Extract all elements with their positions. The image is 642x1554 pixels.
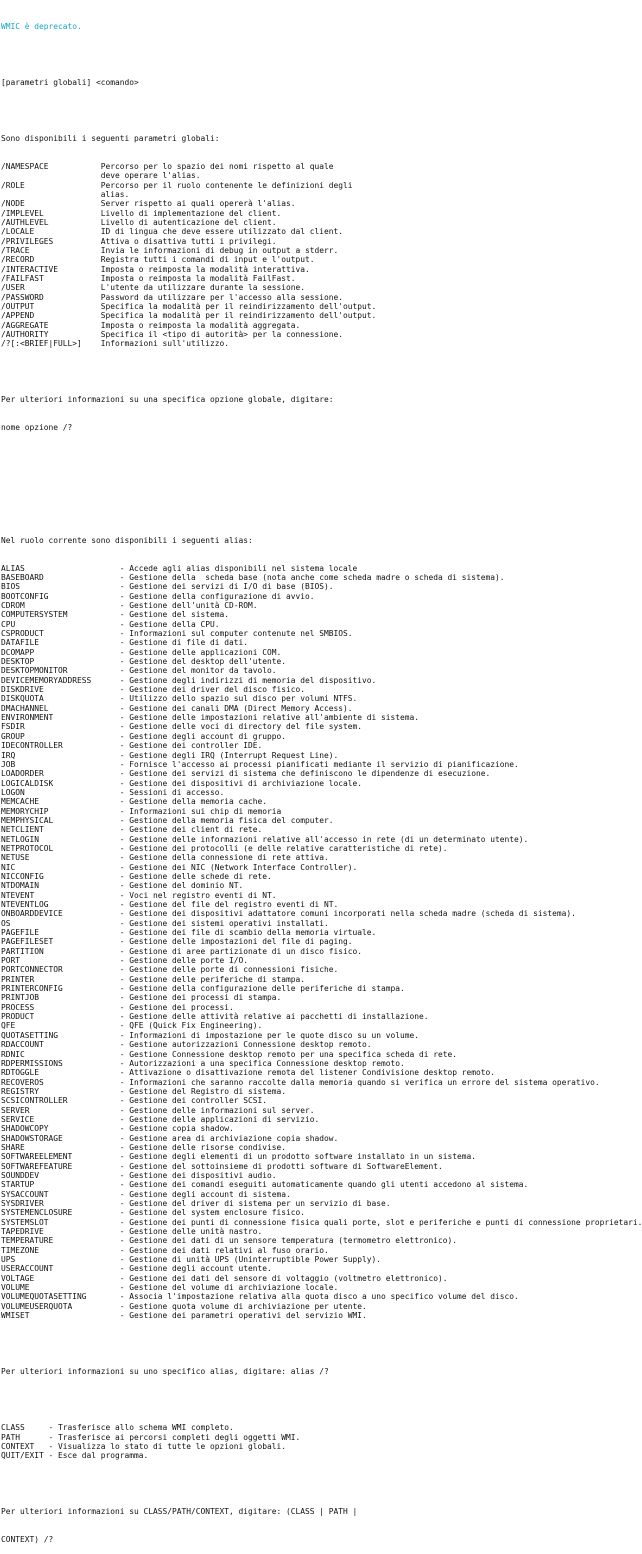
- blank-line: [1, 367, 637, 376]
- global-param-line: /OUTPUT Specifica la modalità per il reindirizzamento dell'output.: [1, 302, 377, 311]
- global-param-line: /NAMESPACE Percorso per lo spazio dei nomi rispetto al quale: [1, 161, 334, 171]
- global-param-line: /NODE Server rispetto ai quali opererà l'alias.: [1, 199, 296, 209]
- alias-line: SYSDRIVER - Gestione del driver di sistema per un servizio di base.: [1, 1199, 391, 1208]
- blank-line: [1, 452, 637, 461]
- alias-line: JOB - Fornisce l'accesso ai processi pianificati mediante il servizio di pianificazione.: [1, 759, 519, 769]
- alias-line: TEMPERATURE - Gestione dei dati di un sensore temperatura (termometro elettronico).: [1, 1236, 458, 1246]
- alias-line: DISKDRIVE - Gestione dei driver del disco fisico.: [1, 685, 306, 695]
- global-param-line: deve operare l'alias.: [1, 171, 201, 181]
- alias-line: CPU - Gestione della CPU.: [1, 619, 220, 629]
- alias-line: ONBOARDDEVICE - Gestione dei dispositivi adattatore comuni incorporati nella scheda madre (scheda di sistema).: [1, 909, 576, 919]
- command-line: CONTEXT - Visualizza lo stato di tutte le opzioni globali.: [1, 1441, 287, 1451]
- alias-line: PAGEFILESET - Gestione delle impostazioni del file di paging.: [1, 937, 353, 947]
- blank-line: [1, 1339, 637, 1348]
- alias-line: PORTCONNECTOR - Gestione delle porte di connessioni fisiche.: [1, 965, 339, 975]
- global-param-line: /RECORD Registra tutti i comandi di input e l'output.: [1, 255, 315, 265]
- alias-line: NETLOGIN - Gestione delle informazioni relative all'accesso in rete (di un determinato utente).: [1, 834, 529, 844]
- alias-line: SCSICONTROLLER - Gestione dei controller SCSI.: [1, 1096, 268, 1106]
- alias-line: LOADORDER - Gestione dei servizi di sistema che definiscono le dipendenze di esecuzione.: [1, 769, 491, 779]
- alias-line: RECOVEROS - Informazioni che saranno raccolte dalla memoria quando si verifica un errore del sistema operativo.: [1, 1077, 600, 1087]
- alias-line: DESKTOP - Gestione del desktop dell'utente.: [1, 657, 287, 667]
- global-param-line: /LOCALE ID di lingua che deve essere utilizzato dal client.: [1, 227, 344, 237]
- command-help-line: Per ulteriori informazioni su CLASS/PATH/CONTEXT, digitare: (CLASS | PATH |: [1, 1507, 358, 1517]
- global-param-line: /USER L'utente da utilizzare durante la sessione.: [1, 283, 306, 293]
- alias-line: NIC - Gestione dei NIC (Network Interface Controller).: [1, 862, 358, 872]
- alias-line: STARTUP - Gestione dei comandi eseguiti automaticamente quando gli utenti accedono al sistema.: [1, 1180, 529, 1190]
- global-param-line: /AUTHLEVEL Livello di autenticazione del client.: [1, 217, 277, 227]
- alias-line: SYSACCOUNT - Gestione degli account di sistema.: [1, 1189, 291, 1199]
- global-param-line: /TRACE Invia le informazioni di debug in output a stderr.: [1, 245, 339, 255]
- blank-line: [1, 1479, 637, 1488]
- global-param-line: /AGGREGATE Imposta o reimposta la modalità aggregata.: [1, 320, 301, 330]
- alias-line: LOGON - Sessioni di accesso.: [1, 787, 225, 797]
- alias-line: PORT - Gestione delle porte I/O.: [1, 956, 249, 966]
- alias-line: RDNIC - Gestione Connessione desktop remoto per una specifica scheda di rete.: [1, 1049, 458, 1059]
- alias-line: NETCLIENT - Gestione dei client di rete.: [1, 825, 263, 835]
- alias-line: PAGEFILE - Gestione dei file di scambio della memoria virtuale.: [1, 928, 377, 938]
- global-param-line: /FAILFAST Imposta o reimposta la modalità FailFast.: [1, 273, 296, 283]
- alias-header: Nel ruolo corrente sono disponibili i seguenti alias:: [1, 535, 253, 545]
- usage-line: [parametri globali] <comando>: [1, 77, 139, 87]
- alias-line: SOUNDDEV - Gestione dei dispositivi audio.: [1, 1170, 277, 1180]
- alias-list: [1, 563, 642, 1321]
- blank-line: [1, 1395, 637, 1404]
- blank-line: [1, 50, 637, 59]
- alias-line: PRINTERCONFIG - Gestione della configurazione delle periferiche di stampa.: [1, 984, 405, 994]
- alias-line: VOLTAGE - Gestione dei dati del sensore di voltaggio (voltmetro elettronico).: [1, 1273, 448, 1283]
- alias-line: SERVICE - Gestione delle applicazioni di servizio.: [1, 1114, 320, 1124]
- alias-line: NETUSE - Gestione della connessione di rete attiva.: [1, 853, 329, 863]
- alias-line: DISKQUOTA - Utilizzo dello spazio sul disco per volumi NTFS.: [1, 694, 358, 704]
- alias-line: NICCONFIG - Gestione delle schede di rete.: [1, 871, 272, 881]
- alias-line: OS - Gestione dei sistemi operativi installati.: [1, 918, 329, 928]
- alias-line: NETPROTOCOL - Gestione dei protocolli (e delle relative caratteristiche di rete).: [1, 843, 448, 853]
- alias-line: TAPEDRIVE - Gestione delle unità nastro.: [1, 1227, 263, 1237]
- alias-line: BIOS - Gestione dei servizi di I/O di base (BIOS).: [1, 582, 334, 592]
- alias-line: NTDOMAIN - Gestione del dominio NT.: [1, 881, 244, 891]
- global-params-list: [1, 162, 637, 349]
- alias-line: SHADOWSTORAGE - Gestione area di archiviazione copia shadow.: [1, 1133, 339, 1143]
- alias-line: CDROM - Gestione dell'unità CD-ROM.: [1, 601, 258, 610]
- alias-line: BASEBOARD - Gestione della scheda base (nota anche come scheda madre o scheda di sistema).: [1, 572, 505, 582]
- alias-help-line: Per ulteriori informazioni su uno specifico alias, digitare: alias /?: [1, 1367, 329, 1377]
- alias-line: USERACCOUNT - Gestione degli account utente.: [1, 1264, 272, 1274]
- alias-line: PROCESS - Gestione dei processi.: [1, 1002, 234, 1012]
- alias-line: DCOMAPP - Gestione delle applicazioni COM.: [1, 647, 282, 657]
- alias-line: COMPUTERSYSTEM - Gestione del sistema.: [1, 610, 230, 620]
- alias-line: GROUP - Gestione degli account di gruppo.: [1, 731, 287, 741]
- alias-line: IRQ - Gestione degli IRQ (Interrupt Request Line).: [1, 750, 339, 760]
- alias-line: SHADOWCOPY - Gestione copia shadow.: [1, 1124, 234, 1134]
- alias-line: NTEVENT - Voci nel registro eventi di NT.: [1, 890, 277, 900]
- alias-line: PARTITION - Gestione di aree partizionate di un disco fisico.: [1, 946, 363, 956]
- deprecation-warning: WMIC è deprecato.: [1, 21, 82, 31]
- command-line: PATH - Trasferisce ai percorsi completi degli oggetti WMI.: [1, 1432, 301, 1442]
- alias-line: PRINTJOB - Gestione dei processi di stampa.: [1, 993, 282, 1003]
- alias-line: NTEVENTLOG - Gestione del file del registro eventi di NT.: [1, 900, 339, 909]
- alias-line: DEVICEMEMORYADDRESS - Gestione degli indirizzi di memoria del dispositivo.: [1, 675, 377, 685]
- global-param-line: /APPEND Specifica la modalità per il reindirizzamento dell'output.: [1, 311, 377, 321]
- console-output[interactable]: [0, 3, 642, 1545]
- alias-line: VOLUME - Gestione del volume di archiviazione locale.: [1, 1283, 339, 1293]
- alias-line: RDTOGGLE - Attivazione o disattivazione remota del listener Condivisione desktop remoto.: [1, 1068, 496, 1078]
- alias-line: SHARE - Gestione delle risorse condivise.: [1, 1142, 287, 1152]
- alias-line: RDACCOUNT - Gestione autorizzazioni Connessione desktop remoto.: [1, 1040, 372, 1050]
- global-param-line: /PRIVILEGES Attiva o disattiva tutti i privilegi.: [1, 236, 277, 246]
- alias-line: MEMPHYSICAL - Gestione della memoria fisica del computer.: [1, 815, 334, 825]
- global-param-line: /INTERACTIVE Imposta o reimposta la modalità interattiva.: [1, 264, 310, 274]
- alias-line: IDECONTROLLER - Gestione dei controller IDE.: [1, 741, 263, 751]
- command-help-line: CONTEXT) /?: [1, 1535, 54, 1545]
- global-help-line: Per ulteriori informazioni su una specifica opzione globale, digitare:: [1, 395, 334, 405]
- alias-line: MEMCACHE - Gestione della memoria cache.: [1, 797, 268, 807]
- alias-line: QFE - QFE (Quick Fix Engineering).: [1, 1021, 263, 1031]
- alias-line: FSDIR - Gestione delle voci di directory del file system.: [1, 722, 363, 732]
- global-param-line: /AUTHORITY Specifica il <tipo di autorità> per la connessione.: [1, 330, 344, 340]
- blank-line: [1, 508, 637, 517]
- global-param-line: /ROLE Percorso per il ruolo contenente le definizioni degli: [1, 180, 353, 190]
- alias-line: ALIAS - Accede agli alias disponibili nel sistema locale: [1, 563, 358, 573]
- alias-line: BOOTCONFIG - Gestione della configurazione di avvio.: [1, 591, 315, 601]
- blank-line: [1, 480, 637, 489]
- command-line: QUIT/EXIT - Esce dal programma.: [1, 1451, 149, 1461]
- alias-line: PRINTER - Gestione delle periferiche di stampa.: [1, 974, 306, 984]
- alias-line: SOFTWAREFEATURE - Gestione del sottoinsieme di prodotti software di SoftwareElement.: [1, 1161, 443, 1171]
- alias-line: CSPRODUCT - Informazioni sul computer contenute nel SMBIOS.: [1, 629, 353, 639]
- alias-line: UPS - Gestione di unità UPS (Uninterruptible Power Supply).: [1, 1255, 382, 1265]
- alias-line: QUOTASETTING - Informazioni di impostazione per le quote disco su un volume.: [1, 1030, 420, 1040]
- alias-line: SOFTWAREELEMENT - Gestione degli elementi di un prodotto software installato in un sistema.: [1, 1152, 477, 1162]
- alias-line: SYSTEMENCLOSURE - Gestione del system enclosure fisico.: [1, 1208, 306, 1218]
- global-param-line: /IMPLEVEL Livello di implementazione del client.: [1, 208, 282, 218]
- alias-line: WMISET - Gestione dei parametri operativi del servizio WMI.: [1, 1311, 367, 1321]
- alias-line: REGISTRY - Gestione del Registro di sistema.: [1, 1086, 287, 1096]
- global-help-line: nome opzione /?: [1, 423, 73, 433]
- alias-line: DESKTOPMONITOR - Gestione del monitor da tavolo.: [1, 666, 277, 676]
- alias-line: TIMEZONE - Gestione dei dati relativi al fuso orario.: [1, 1245, 329, 1255]
- alias-line: ENVIRONMENT - Gestione delle impostazioni relative all'ambiente di sistema.: [1, 713, 420, 723]
- alias-line: VOLUMEQUOTASETTING - Associa l'impostazione relativa alla quota disco a uno specifico volume del disco.: [1, 1292, 519, 1302]
- alias-line: VOLUMEUSERQUOTA - Gestione quota volume di archiviazione per utente.: [1, 1301, 367, 1311]
- command-line: CLASS - Trasferisce allo schema WMI completo.: [1, 1423, 234, 1433]
- global-params-header: Sono disponibili i seguenti parametri globali:: [1, 133, 220, 143]
- alias-line: LOGICALDISK - Gestione dei dispositivi di archiviazione locale.: [1, 778, 363, 788]
- alias-line: SYSTEMSLOT - Gestione dei punti di connessione fisica quali porte, slot e periferiche e punti di connessione proprietari.: [1, 1217, 642, 1227]
- alias-line: SERVER - Gestione delle informazioni sul server.: [1, 1105, 315, 1115]
- alias-line: DMACHANNEL - Gestione dei canali DMA (Direct Memory Access).: [1, 703, 353, 713]
- global-param-line: /?[:<BRIEF|FULL>] Informazioni sull'utilizzo.: [1, 339, 230, 349]
- alias-line: DATAFILE - Gestione di file di dati.: [1, 638, 249, 648]
- global-param-line: /PASSWORD Password da utilizzare per l'accesso alla sessione.: [1, 292, 344, 302]
- alias-line: MEMORYCHIP - Informazioni sui chip di memoria: [1, 806, 282, 816]
- alias-line: RDPERMISSIONS - Autorizzazioni a una specifica Connessione desktop remoto.: [1, 1058, 405, 1068]
- blank-line: [1, 106, 637, 115]
- alias-line: PRODUCT - Gestione delle attività relative ai pacchetti di installazione.: [1, 1012, 429, 1022]
- command-list: [1, 1423, 637, 1460]
- global-param-line: alias.: [1, 189, 130, 199]
